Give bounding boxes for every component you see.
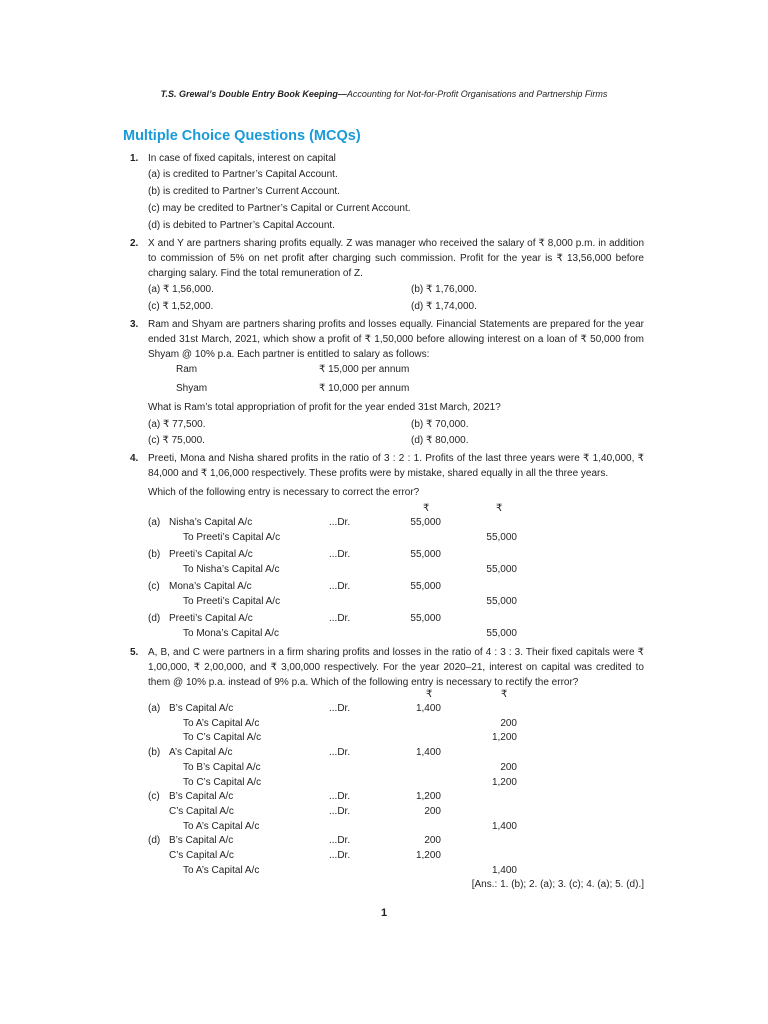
q2-option-c: (c) ₹ 1,52,000. — [148, 301, 214, 312]
chapter-title: Accounting for Not-for-Profit Organisations and Partnership Firms — [346, 89, 608, 99]
q5-entry-debit-account: B’s Capital A/c — [169, 835, 234, 847]
q4-entry-option: (b) — [148, 549, 161, 560]
q4-entry-option: (a) — [148, 517, 161, 528]
q2-option-b: (b) ₹ 1,76,000. — [411, 284, 477, 295]
q5-entry-credit-account: To A’s Capital A/c — [183, 820, 260, 832]
section-title: Multiple Choice Questions (MCQs) — [123, 128, 361, 144]
q3-salary-amount-ram: ₹ 15,000 per annum — [319, 364, 410, 375]
q4-entry-debit-account: Mona’s Capital A/c — [169, 581, 252, 592]
q4-entry-credit-amount: 55,000 — [486, 532, 517, 543]
q5-entry-credit-amount: 1,200 — [491, 776, 517, 788]
q5-currency-dr: ₹ — [426, 689, 433, 700]
q4-entry-debit-amount: 55,000 — [410, 613, 441, 624]
q3-option-b: (b) ₹ 70,000. — [411, 419, 469, 430]
q5-entry-credit-amount: 200 — [500, 761, 517, 773]
q5-entry-dr-mark: ...Dr. — [329, 791, 351, 803]
q5-entry-debit-amount: 1,200 — [415, 791, 441, 803]
q5-entry-debit-amount: 1,200 — [415, 850, 441, 861]
answer-key: [Ans.: 1. (b); 2. (a); 3. (c); 4. (a); 5. (d).] — [471, 879, 644, 890]
q5-entry-dr-mark: ...Dr. — [329, 850, 351, 861]
q4-entry-credit-account: To Preeti’s Capital A/c — [183, 596, 281, 607]
q5-entry-dr-mark: ...Dr. — [329, 835, 351, 847]
q5-entry-credit-account: To C’s Capital A/c — [183, 732, 262, 744]
q4-question: Which of the following entry is necessary to correct the error? — [148, 487, 420, 498]
q5-entry-debit-amount: 200 — [424, 805, 441, 817]
q5-entry-option: (a) — [148, 703, 161, 714]
q4-entry-dr-mark: ...Dr. — [329, 517, 351, 528]
q2-text: X and Y are partners sharing profits equally. Z was manager who received the salary of ₹ 8,000 p.m. in addition to commission of 5% on net profit after charging such commission. Profit for the year is ₹ 13,56,000 before charging salary. Find the total remuneration of Z. — [148, 238, 644, 279]
q2-option-a: (a) ₹ 1,56,000. — [148, 284, 214, 295]
q4-entry-debit-amount: 55,000 — [410, 517, 441, 528]
q4-currency-dr: ₹ — [423, 503, 430, 514]
page-number: 1 — [380, 907, 388, 919]
q4-entry-debit-amount: 55,000 — [410, 581, 441, 592]
running-header — [0, 89, 768, 99]
q5-entry-credit-account: To A’s Capital A/c — [183, 717, 260, 729]
q1-option-a: (a) is credited to Partner’s Capital Account. — [148, 169, 338, 180]
q5-entry-credit-account: To C’s Capital A/c — [183, 776, 262, 788]
q5-text: A, B, and C were partners in a firm sharing profits and losses in the ratio of 4 : 3 : 3. Their fixed capitals were ₹ 1,00,000, ₹ 2,00,000, and ₹ 3,00,000 respectively. For the year 2020–21, interest on capital was credited to them @ 10% p.a. instead of 9% p.a. Which of the following entry is necessary to rectify the error? — [148, 647, 644, 688]
q4-entry-credit-amount: 55,000 — [486, 564, 517, 575]
q5-entry-option: (c) — [148, 791, 160, 803]
q1-option-b: (b) is credited to Partner’s Current Account. — [148, 186, 340, 197]
q3-text: Ram and Shyam are partners sharing profits and losses equally. Financial Statements are prepared for the year ended 31st March, 2021, which show a profit of ₹ 1,50,000 before allowing interest on a loan of ₹ 50,000 from Shyam @ 10% p.a. Each partner is entitled to salary as follows: — [148, 319, 644, 360]
q4-entry-credit-amount: 55,000 — [486, 596, 517, 607]
q5-entry-dr-mark: ...Dr. — [329, 747, 351, 759]
q1-option-d: (d) is debited to Partner’s Capital Account. — [148, 220, 335, 231]
q4-entry-credit-account: To Nisha’s Capital A/c — [183, 564, 280, 575]
q4-entry-credit-account: To Preeti’s Capital A/c — [183, 532, 281, 543]
q4-entry-option: (c) — [148, 581, 160, 592]
q2-option-d: (d) ₹ 1,74,000. — [411, 301, 477, 312]
q5-entry-debit-account: C’s Capital A/c — [169, 805, 234, 817]
q5-entry-debit-account: B’s Capital A/c — [169, 703, 234, 714]
q4-text: Preeti, Mona and Nisha shared profits in the ratio of 3 : 2 : 1. Profits of the last three years were ₹ 1,40,000, ₹ 84,000 and ₹ 1,06,000 respectively. These profits were by mistake, shared equally in all the three years. — [148, 453, 644, 479]
book-title: T.S. Grewal’s Double Entry Book Keeping— — [160, 89, 347, 99]
q5-entry-option: (b) — [148, 747, 161, 759]
q2-number: 2. — [130, 238, 139, 249]
q4-entry-dr-mark: ...Dr. — [329, 581, 351, 592]
q3-option-a: (a) ₹ 77,500. — [148, 419, 206, 430]
q4-entry-debit-account: Nisha’s Capital A/c — [169, 517, 253, 528]
q4-entry-option: (d) — [148, 613, 161, 624]
q3-salary-amount-shyam: ₹ 10,000 per annum — [319, 383, 410, 394]
q5-number: 5. — [130, 647, 139, 658]
q5-entry-credit-account: To B’s Capital A/c — [183, 761, 261, 773]
q3-number: 3. — [130, 319, 139, 330]
q3-option-c: (c) ₹ 75,000. — [148, 435, 205, 446]
q5-entry-credit-account: To A’s Capital A/c — [183, 864, 260, 876]
q4-entry-credit-amount: 55,000 — [486, 628, 517, 639]
q4-currency-cr: ₹ — [496, 503, 503, 514]
q1-number: 1. — [130, 153, 139, 164]
q3-option-d: (d) ₹ 80,000. — [411, 435, 469, 446]
q5-entry-debit-account: B’s Capital A/c — [169, 791, 234, 803]
q5-entry-credit-amount: 1,400 — [491, 820, 517, 832]
q5-entry-credit-amount: 1,400 — [491, 864, 517, 876]
q5-entry-credit-amount: 200 — [500, 717, 517, 729]
q3-question: What is Ram’s total appropriation of profit for the year ended 31st March, 2021? — [148, 402, 501, 413]
q5-entry-debit-amount: 1,400 — [415, 703, 441, 714]
q5-entry-credit-amount: 1,200 — [491, 732, 517, 744]
q5-currency-cr: ₹ — [501, 689, 508, 700]
q4-entry-debit-account: Preeti’s Capital A/c — [169, 613, 253, 624]
q5-entry-debit-amount: 200 — [424, 835, 441, 847]
q4-entry-debit-account: Preeti’s Capital A/c — [169, 549, 253, 560]
q4-number: 4. — [130, 453, 139, 464]
q4-entry-dr-mark: ...Dr. — [329, 613, 351, 624]
q5-entry-debit-account: C’s Capital A/c — [169, 850, 234, 861]
q5-entry-option: (d) — [148, 835, 161, 847]
q5-entry-debit-account: A’s Capital A/c — [169, 747, 233, 759]
q5-entry-debit-amount: 1,400 — [415, 747, 441, 759]
q3-salary-name-shyam: Shyam — [176, 383, 208, 394]
q4-entry-dr-mark: ...Dr. — [329, 549, 351, 560]
q1-option-c: (c) may be credited to Partner’s Capital or Current Account. — [148, 203, 411, 214]
q4-entry-debit-amount: 55,000 — [410, 549, 441, 560]
q1-text: In case of fixed capitals, interest on capital — [148, 153, 336, 164]
q5-entry-dr-mark: ...Dr. — [329, 805, 351, 817]
q3-salary-name-ram: Ram — [176, 364, 198, 375]
q4-entry-credit-account: To Mona’s Capital A/c — [183, 628, 279, 639]
q5-entry-dr-mark: ...Dr. — [329, 703, 351, 714]
